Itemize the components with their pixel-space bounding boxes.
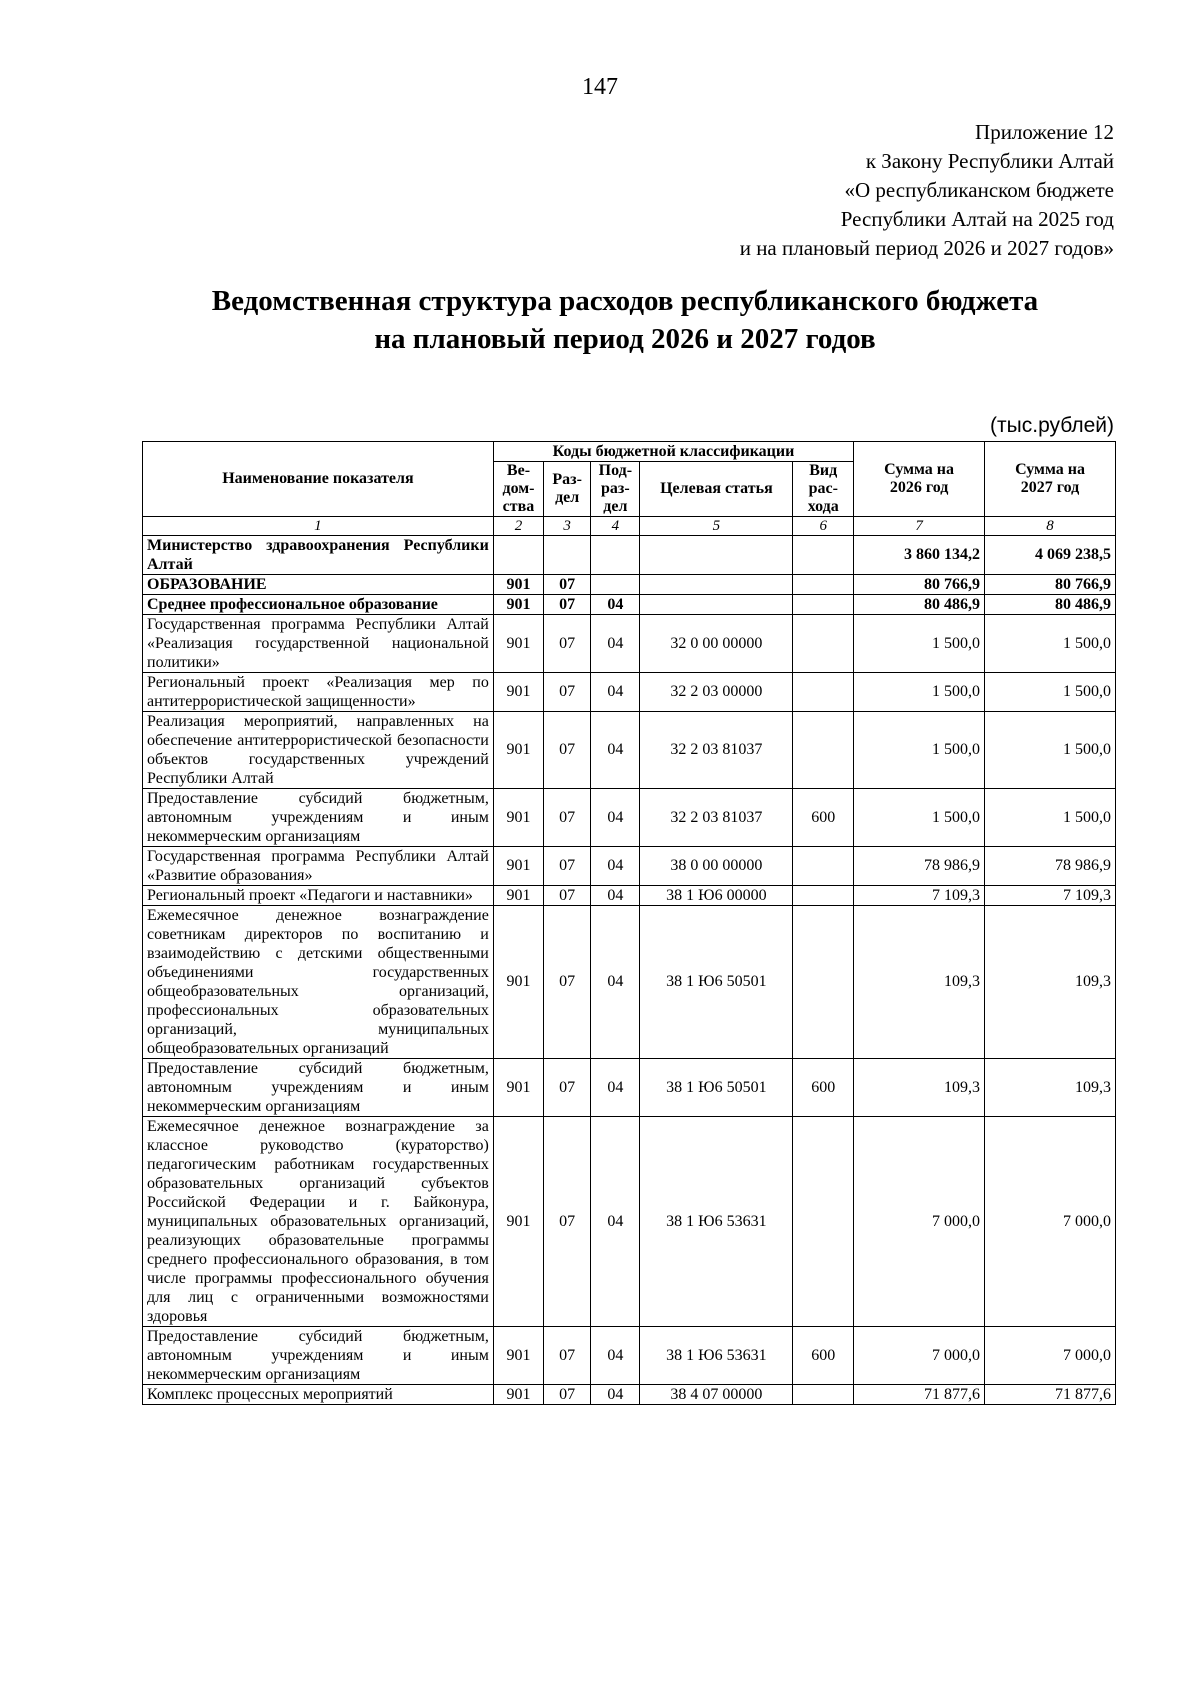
code-podrazdel: 04 [591,615,640,673]
table-row [143,847,1116,886]
amount-2027: 109,3 [985,1059,1116,1117]
title-line: на плановый период 2026 и 2027 годов [374,323,876,355]
units-label: (тыс.рублей) [990,414,1114,437]
code-vedomstvo: 901 [493,712,543,789]
amount-2027: 78 986,9 [985,847,1116,886]
header-vid [793,462,854,517]
header-text: дел [555,489,580,506]
header-vedomstvo [493,462,543,517]
header-text: Под- [598,462,633,479]
code-target: 32 2 03 81037 [640,789,793,847]
code-vedomstvo: 901 [493,886,543,906]
code-vid [793,536,854,575]
amount-2026: 1 500,0 [854,712,985,789]
code-target: 32 2 03 81037 [640,712,793,789]
code-target [640,595,793,615]
row-name: Министерство здравоохранения Республики Алтай [143,536,494,575]
table-row [143,789,1116,847]
document-title [0,282,1200,358]
header-text: Вид [809,462,838,479]
amount-2026: 7 000,0 [854,1327,985,1385]
row-name: Комплекс процессных мероприятий [143,1385,494,1405]
code-razdel: 07 [544,906,591,1059]
code-razdel: 07 [544,1059,591,1117]
header-text: ства [502,498,535,515]
code-vedomstvo [493,536,543,575]
amount-2027: 1 500,0 [985,789,1116,847]
header-name: Наименование показателя [143,442,494,517]
table-row [143,536,1116,575]
code-podrazdel: 04 [591,673,640,712]
code-razdel: 07 [544,1117,591,1327]
code-vedomstvo: 901 [493,1385,543,1405]
amount-2026: 3 860 134,2 [854,536,985,575]
code-target: 38 1 Ю6 53631 [640,1327,793,1385]
column-number-row [143,517,1116,536]
header-target: Целевая статья [640,462,793,517]
table-row [143,1117,1116,1327]
code-podrazdel: 04 [591,595,640,615]
code-vedomstvo: 901 [493,1117,543,1327]
table-row [143,575,1116,595]
code-podrazdel [591,575,640,595]
code-vedomstvo: 901 [493,575,543,595]
amount-2026: 71 877,6 [854,1385,985,1405]
table-row [143,906,1116,1059]
amount-2027: 71 877,6 [985,1385,1116,1405]
code-vid [793,886,854,906]
code-vedomstvo: 901 [493,906,543,1059]
amount-2027: 1 500,0 [985,673,1116,712]
row-name: Среднее профессиональное образование [143,595,494,615]
appendix-line: «О республиканском бюджете [844,178,1114,202]
amount-2027: 80 486,9 [985,595,1116,615]
appendix-line: Приложение 12 [975,120,1114,144]
code-vid: 600 [793,1059,854,1117]
header-text: хода [807,498,839,515]
table-row [143,886,1116,906]
header-row [143,442,1116,462]
code-razdel: 07 [544,575,591,595]
code-razdel: 07 [544,1327,591,1385]
code-target: 38 4 07 00000 [640,1385,793,1405]
code-podrazdel: 04 [591,1117,640,1327]
code-podrazdel: 04 [591,886,640,906]
code-podrazdel [591,536,640,575]
code-vedomstvo: 901 [493,789,543,847]
row-name: Государственная программа Республики Алтай «Реализация государственной национальной политики» [143,615,494,673]
row-name: Ежемесячное денежное вознаграждение советникам директоров по воспитанию и взаимодействию с детскими общественными объединениями государственных общеобразовательных организаций, профессиональных образовательных организаций, муниципальных общеобразовательных организаций [143,906,494,1059]
code-vedomstvo: 901 [493,1327,543,1385]
table-row [143,673,1116,712]
code-razdel: 07 [544,789,591,847]
code-razdel: 07 [544,712,591,789]
code-target [640,536,793,575]
amount-2026: 1 500,0 [854,789,985,847]
table-row [143,595,1116,615]
amount-2027: 7 109,3 [985,886,1116,906]
amount-2026: 80 766,9 [854,575,985,595]
header-text: 2026 год [889,479,949,496]
code-razdel: 07 [544,886,591,906]
code-vedomstvo: 901 [493,1059,543,1117]
amount-2027: 109,3 [985,906,1116,1059]
code-vedomstvo: 901 [493,595,543,615]
column-number: 8 [985,517,1116,536]
code-target [640,575,793,595]
amount-2027: 80 766,9 [985,575,1116,595]
code-razdel [544,536,591,575]
header-text: Раз- [552,471,582,488]
amount-2026: 109,3 [854,1059,985,1117]
table-row [143,1059,1116,1117]
header-razdel [544,462,591,517]
header-podrazdel [591,462,640,517]
column-number: 5 [640,517,793,536]
row-name: Ежемесячное денежное вознаграждение за классное руководство (кураторство) педагогическим работникам государственных образовательных организаций субъектов Российской Федерации и г. Байконура, муниципальных образовательных организаций, реализующих образовательные программы среднего профессионального образования, в том числе программы профессионального обучения для лиц с ограниченными возможностями здоровья [143,1117,494,1327]
code-podrazdel: 04 [591,789,640,847]
code-vedomstvo: 901 [493,615,543,673]
amount-2027: 4 069 238,5 [985,536,1116,575]
column-number: 3 [544,517,591,536]
page-number: 147 [582,74,618,100]
code-target: 38 1 Ю6 53631 [640,1117,793,1327]
appendix-line: к Закону Республики Алтай [865,149,1114,173]
code-razdel: 07 [544,615,591,673]
code-vedomstvo: 901 [493,673,543,712]
row-name: Предоставление субсидий бюджетным, автономным учреждениям и иным некоммерческим организациям [143,789,494,847]
row-name: Региональный проект «Педагоги и наставники» [143,886,494,906]
code-vid [793,1385,854,1405]
header-text: 2027 год [1020,479,1080,496]
code-target: 38 0 00 00000 [640,847,793,886]
amount-2027: 7 000,0 [985,1117,1116,1327]
code-razdel: 07 [544,1385,591,1405]
code-target: 32 2 03 00000 [640,673,793,712]
code-vid [793,615,854,673]
row-name: Предоставление субсидий бюджетным, автономным учреждениям и иным некоммерческим организациям [143,1327,494,1385]
column-number: 4 [591,517,640,536]
code-podrazdel: 04 [591,906,640,1059]
appendix-note [740,118,1114,263]
title-line: Ведомственная структура расходов республиканского бюджета [211,285,1039,317]
column-number: 6 [793,517,854,536]
amount-2027: 1 500,0 [985,712,1116,789]
code-target: 38 1 Ю6 50501 [640,1059,793,1117]
code-vid [793,906,854,1059]
appendix-line: и на плановый период 2026 и 2027 годов» [739,236,1114,260]
code-podrazdel: 04 [591,1059,640,1117]
code-vid [793,847,854,886]
code-razdel: 07 [544,595,591,615]
table-row [143,1327,1116,1385]
header-text: Сумма на [884,461,955,478]
code-target: 32 0 00 00000 [640,615,793,673]
code-vid [793,673,854,712]
code-podrazdel: 04 [591,1385,640,1405]
code-vedomstvo: 901 [493,847,543,886]
header-text: Ве- [506,462,531,479]
budget-table [142,441,1116,1405]
amount-2026: 1 500,0 [854,615,985,673]
code-target: 38 1 Ю6 00000 [640,886,793,906]
code-razdel: 07 [544,847,591,886]
amount-2026: 80 486,9 [854,595,985,615]
header-sum-2027 [985,442,1116,517]
appendix-line: Республики Алтай на 2025 год [840,207,1114,231]
code-vid [793,595,854,615]
column-number: 2 [493,517,543,536]
column-number: 1 [143,517,494,536]
header-text: раз- [601,480,630,497]
header-text: дел [603,498,628,515]
table-row [143,712,1116,789]
code-vid [793,575,854,595]
code-podrazdel: 04 [591,1327,640,1385]
table-row [143,615,1116,673]
header-codes: Коды бюджетной классификации [493,442,853,462]
table-row [143,1385,1116,1405]
header-text: Сумма на [1015,461,1085,478]
code-vid [793,1117,854,1327]
code-vid: 600 [793,1327,854,1385]
amount-2027: 7 000,0 [985,1327,1116,1385]
amount-2026: 78 986,9 [854,847,985,886]
amount-2026: 7 109,3 [854,886,985,906]
code-target: 38 1 Ю6 50501 [640,906,793,1059]
column-number: 7 [854,517,985,536]
header-text: дом- [502,480,535,497]
header-sum-2026 [854,442,985,517]
amount-2026: 109,3 [854,906,985,1059]
row-name: Региональный проект «Реализация мер по антитеррористической защищенности» [143,673,494,712]
code-podrazdel: 04 [591,847,640,886]
code-razdel: 07 [544,673,591,712]
code-vid [793,712,854,789]
code-podrazdel: 04 [591,712,640,789]
amount-2026: 7 000,0 [854,1117,985,1327]
code-vid: 600 [793,789,854,847]
table-body [143,536,1116,1405]
row-name: ОБРАЗОВАНИЕ [143,575,494,595]
row-name: Предоставление субсидий бюджетным, автономным учреждениям и иным некоммерческим организациям [143,1059,494,1117]
header-text: рас- [808,480,838,497]
row-name: Реализация мероприятий, направленных на обеспечение антитеррористической безопасности объектов государственных учреждений Республики Алтай [143,712,494,789]
amount-2026: 1 500,0 [854,673,985,712]
amount-2027: 1 500,0 [985,615,1116,673]
row-name: Государственная программа Республики Алтай «Развитие образования» [143,847,494,886]
